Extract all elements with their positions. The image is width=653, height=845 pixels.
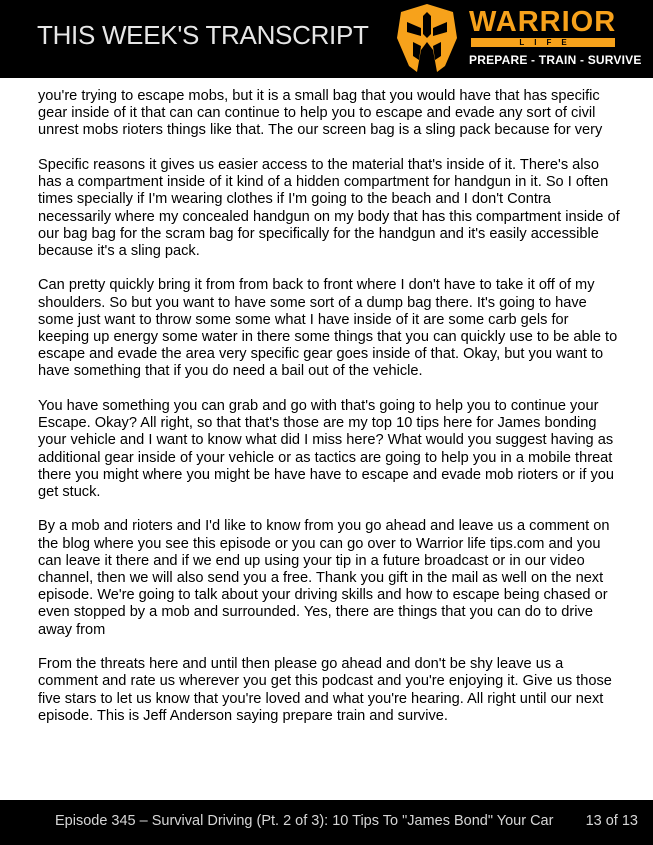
transcript-body — [38, 88, 620, 742]
logo-tagline: PREPARE - TRAIN - SURVIVE — [469, 53, 642, 67]
transcript-paragraph: By a mob and rioters and I'd like to know from you go ahead and leave us a comment on the blog where you see this episode or you can go over to Warrior life tips.com and you can leave it there and if we end up using your tip in a future broadcast or in our video channel, then we will also send you a free. Thank you gift in the mail as well on the next episode. We're going to talk about your driving skills and how to escape being chased or even stopped by a mob and surrounded. Yes, there are things that you can do to drive away from — [38, 518, 610, 638]
episode-title: Episode 345 – Survival Driving (Pt. 2 of 3): 10 Tips To "James Bond" Your Car — [55, 813, 554, 829]
transcript-paragraph: you're trying to escape mobs, but it is a small bag that you would have that has specific gear inside of it that can can continue to help you to escape and evade any sort of civil unrest mobs rioters things like that. The our screen bag is a sling pack because for very — [38, 88, 603, 139]
warrior-helmet-icon — [393, 2, 461, 74]
transcript-paragraph: From the threats here and until then please go ahead and don't be shy leave us a comment and rate us wherever you get this podcast and you're enjoying it. Give us those five stars to let us know that you're loved and what you're hearing. All right until our next episode. This is Jeff Anderson saying prepare train and survive. — [38, 656, 612, 724]
transcript-paragraph: Can pretty quickly bring it from from back to front where I don't have to take it off of my shoulders. So but you want to have some sort of a dump bag there. It's going to have some just want to throw some some what I have inside of it are some carb gels for keeping up energy some water in there some things that you can quickly use to be able to escape and evade the area very specific gear goes inside of that. Okay, but you want to have something that if you do need a bail out of the vehicle. — [38, 277, 618, 380]
footer-bar — [0, 800, 653, 845]
logo-sub: LIFE — [471, 38, 615, 47]
transcript-paragraph: Specific reasons it gives us easier access to the material that's inside of it. There's also has a compartment inside of it kind of a hidden compartment for handgun in it. So I often times specially if I'm wearing clothes if I'm going to the beach and I don't Contra necessarily where my concealed handgun on my body that has this compartment inside of our bag bag for the scram bag for specifically for the handgun and it's easily accessible because it's a sling pack. — [38, 156, 620, 259]
logo-wordmark: WARRIOR — [469, 6, 617, 38]
transcript-paragraph: You have something you can grab and go with that's going to help you to continue your Escape. Okay? All right, so that that's those are my top 10 tips here for James bonding your vehicle and I want to know what did I miss here? What would you suggest having as additional gear inside of your vehicle or as tactics are going to help you in a mobile threat there you might where you might be have have to escape and evade mob rioters or if you get stuck. — [38, 397, 614, 500]
header-bar — [0, 0, 653, 78]
page-title: THIS WEEK'S TRANSCRIPT — [37, 20, 369, 50]
page-number: 13 of 13 — [585, 813, 638, 829]
warrior-life-logo — [393, 2, 653, 76]
